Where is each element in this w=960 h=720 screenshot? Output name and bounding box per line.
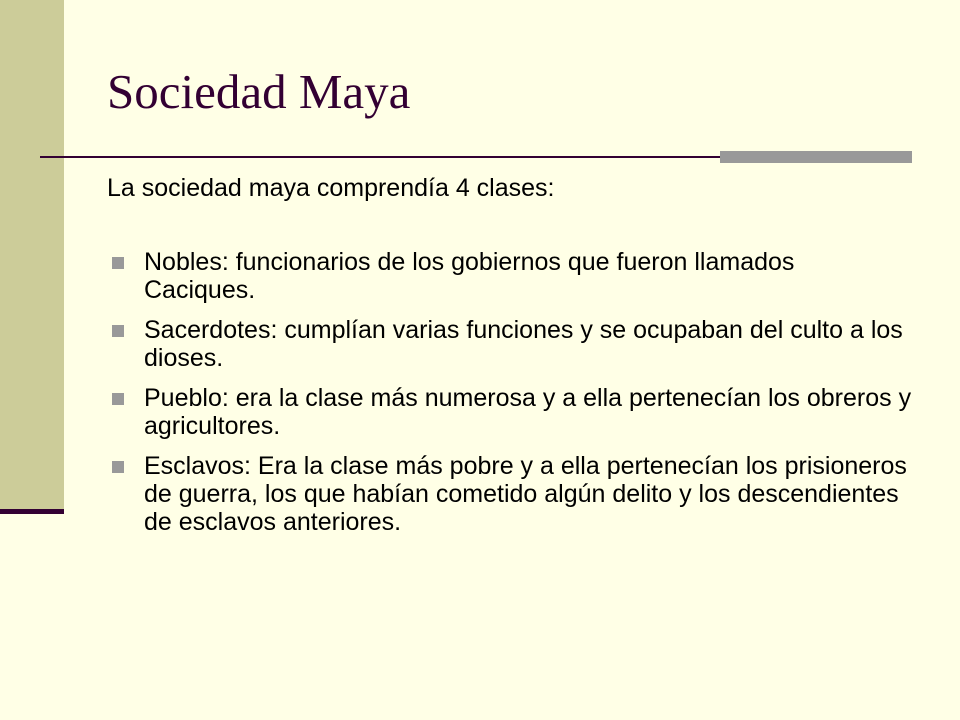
title-divider-accent — [720, 151, 912, 163]
square-bullet-icon — [112, 325, 124, 337]
bullet-list — [112, 248, 912, 548]
square-bullet-icon — [112, 257, 124, 269]
bullet-item-sacerdotes — [112, 316, 912, 372]
bullet-text: Sacerdotes: cumplían varias funciones y se ocupaban del culto a los dioses. — [144, 316, 903, 372]
bullet-item-esclavos — [112, 452, 912, 536]
left-decorative-bar — [0, 0, 64, 512]
bullet-text: Esclavos: Era la clase más pobre y a ella pertenecían los prisioneros de guerra, los que habían cometido algún delito y los descendientes de esclavos anteriores. — [144, 452, 907, 536]
bullet-item-pueblo — [112, 384, 912, 440]
bullet-item-nobles — [112, 248, 912, 304]
bullet-text: Nobles: funcionarios de los gobiernos que fueron llamados Caciques. — [144, 248, 795, 304]
slide-title: Sociedad Maya — [107, 64, 411, 119]
left-bar-footer-line — [0, 509, 64, 514]
square-bullet-icon — [112, 393, 124, 405]
square-bullet-icon — [112, 461, 124, 473]
bullet-text: Pueblo: era la clase más numerosa y a ella pertenecían los obreros y agricultores. — [144, 384, 912, 440]
intro-text: La sociedad maya comprendía 4 clases: — [107, 174, 555, 202]
